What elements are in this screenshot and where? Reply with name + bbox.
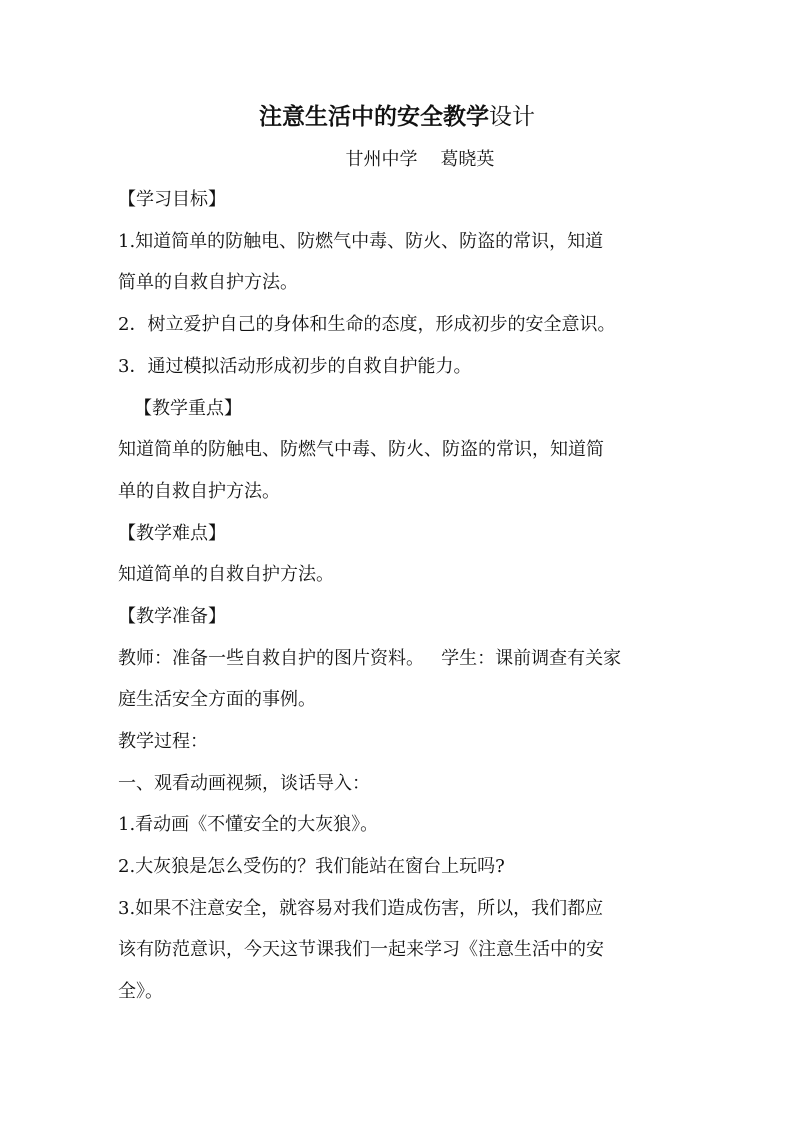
preparation-line-2: 庭生活安全方面的事例。 — [118, 689, 316, 710]
key-points-line-2: 单的自救自护方法。 — [118, 481, 280, 502]
preparation-heading: 【教学准备】 — [118, 606, 226, 627]
title-main: 注意生活中的安全教学 — [259, 103, 489, 130]
objective-3: 3．通过模拟活动形成初步的自救自护能力。 — [118, 356, 472, 377]
author-line: 甘州中学 葛晓英 — [345, 149, 495, 170]
step-1-item-2: 2.大灰狼是怎么受伤的？我们能站在窗台上玩吗? — [118, 856, 505, 877]
key-points-line-1: 知道简单的防触电、防燃气中毒、防火、防盗的常识，知道简 — [118, 439, 604, 460]
step-1-item-3-line-3: 全》。 — [118, 981, 163, 1002]
step-1-item-3-line-1: 3.如果不注意安全，就容易对我们造成伤害，所以，我们都应 — [118, 898, 604, 919]
preparation-line-1: 教师：准备一些自救自护的图片资料。 学生：课前调查有关家 — [118, 648, 622, 669]
document-title — [0, 101, 794, 133]
objective-2: 2．树立爱护自己的身体和生命的态度，形成初步的安全意识。 — [118, 314, 616, 335]
step-1-item-3-line-2: 该有防范意识，今天这节课我们一起来学习《注意生活中的安 — [118, 939, 604, 960]
process-heading: 教学过程： — [118, 731, 208, 752]
step-1-item-1: 1.看动画《不懂安全的大灰狼》。 — [118, 814, 379, 835]
objectives-heading: 【学习目标】 — [118, 189, 226, 210]
title-suffix: 设计 — [489, 104, 535, 130]
objective-1-line-1: 1.知道简单的防触电、防燃气中毒、防火、防盗的常识，知道 — [118, 231, 604, 252]
key-points-heading: 【教学重点】 — [134, 398, 242, 419]
difficulty-heading: 【教学难点】 — [118, 523, 226, 544]
objective-1-line-2: 简单的自救自护方法。 — [118, 272, 298, 293]
difficulty-text: 知道简单的自救自护方法。 — [118, 564, 334, 585]
step-1-heading: 一、观看动画视频，谈话导入： — [118, 773, 370, 794]
